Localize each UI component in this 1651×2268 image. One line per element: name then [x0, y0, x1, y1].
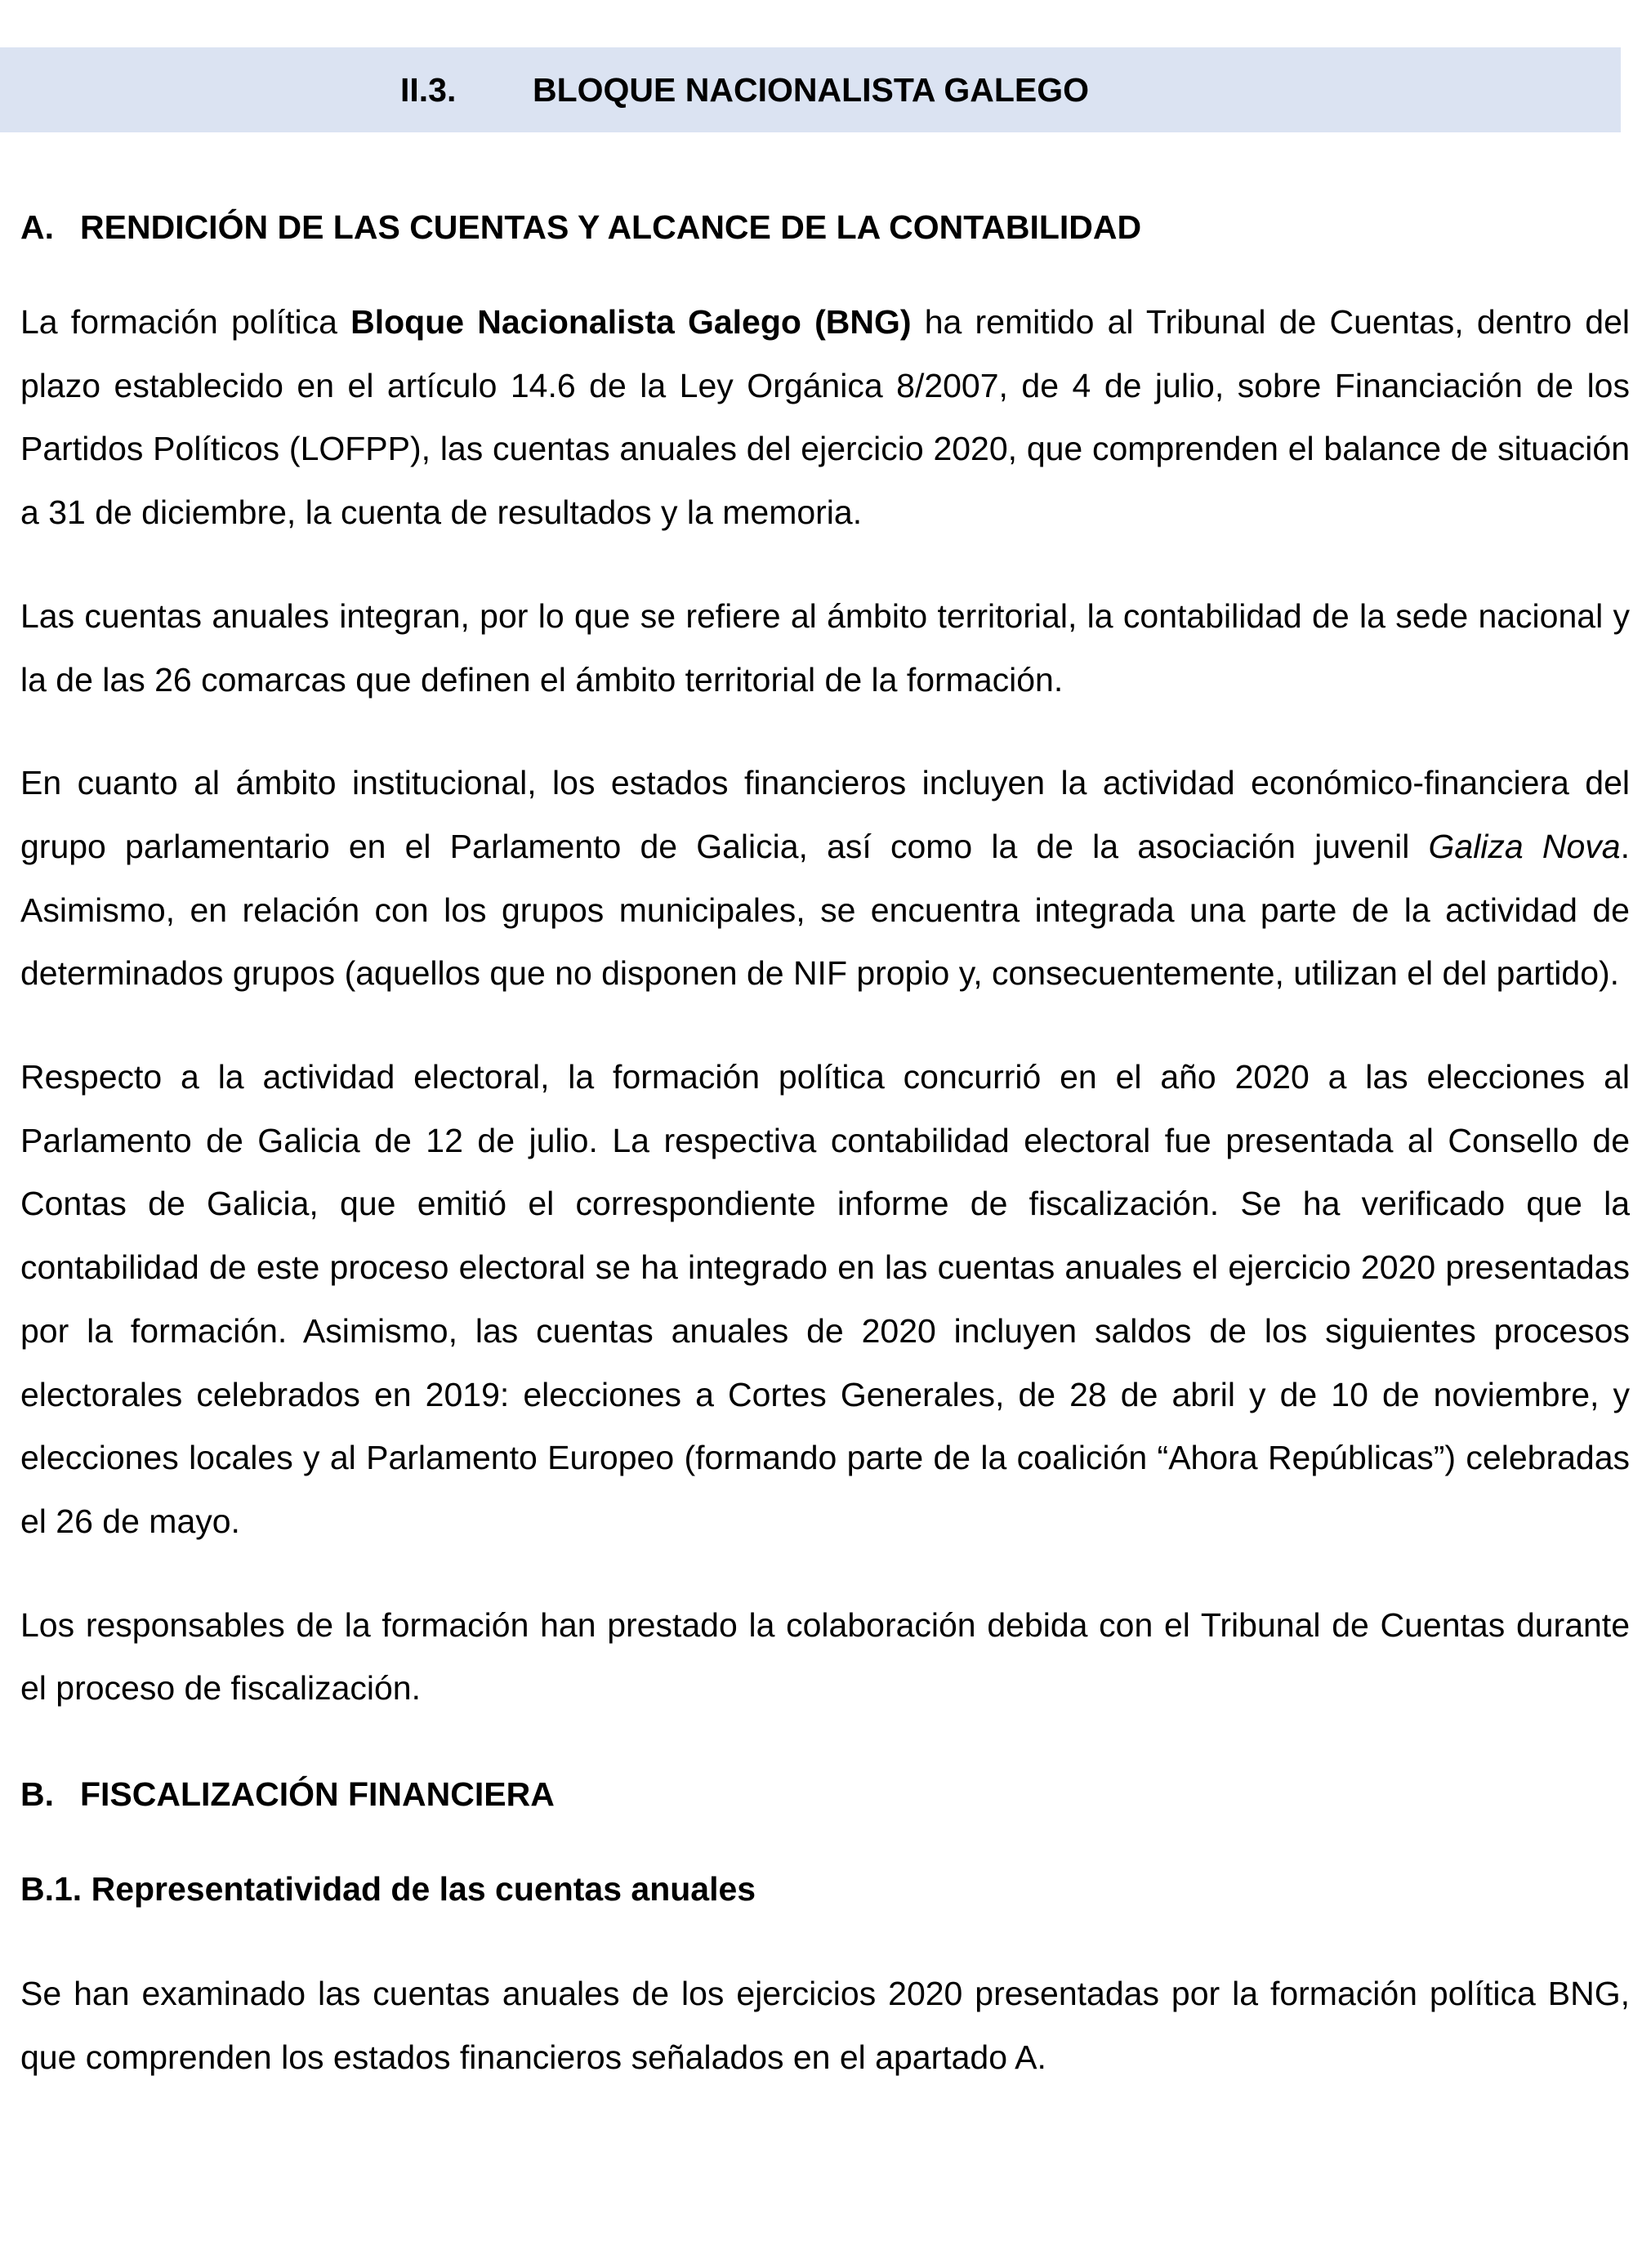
heading-b-title: FISCALIZACIÓN FINANCIERA	[80, 1775, 555, 1814]
paragraph-3	[20, 752, 1630, 1006]
paragraph-6: Se han examinado las cuentas anuales de los ejercicios 2020 presentadas por la formación política BNG, que comprenden los estados financieros señalados en el apartado A.	[20, 1975, 1630, 2076]
heading-a-letter: A.	[20, 208, 54, 246]
paragraph-1-body: ha remitido al Tribunal de Cuentas, dentro del plazo establecido en el artículo 14.6 de la Ley Orgánica 8/2007, de 4 de julio, sobre Financiación de los Partidos Políticos (LOFPP), las cuentas anuales del ejercicio 2020, que comprenden el balance de situación a 31 de diciembre, la cuenta de resultados y la memoria.	[20, 303, 1630, 532]
heading-b-letter: B.	[20, 1775, 54, 1814]
party-name: Bloque Nacionalista Galego (BNG)	[350, 303, 912, 341]
section-title: BLOQUE NACIONALISTA GALEGO	[533, 71, 1090, 109]
section-number: II.3.	[400, 71, 457, 109]
paragraph-4: Respecto a la actividad electoral, la formación política concurrió en el año 2020 a las elecciones al Parlamento de Galicia de 12 de julio. La respectiva contabilidad electoral fue presentada al Consello de Contas de Galicia, que emitió el correspondiente informe de fiscalización. Se ha verificado que la contabilidad de este proceso electoral se ha integrado en las cuentas anuales el ejercicio 2020 presentadas por la formación. Asimismo, las cuentas anuales de 2020 incluyen saldos de los siguientes procesos electorales celebrados en 2019: elecciones a Cortes Generales, de 28 de abril y de 10 de noviembre, y elecciones locales y al Parlamento Europeo (formando parte de la coalición “Ahora Repúblicas”) celebradas el 26 de mayo.	[20, 1058, 1630, 1540]
paragraph-1-intro: La formación política	[20, 303, 351, 341]
paragraph-5: Los responsables de la formación han prestado la colaboración debida con el Tribunal de Cuentas durante el proceso de fiscalización.	[20, 1605, 1630, 1708]
document-body	[20, 206, 1630, 2089]
section-title-band	[0, 47, 1621, 132]
paragraph-2: Las cuentas anuales integran, por lo que se refiere al ámbito territorial, la contabilidad de la sede nacional y la de las 26 comarcas que definen el ámbito territorial de la formación.	[20, 596, 1630, 699]
heading-a	[20, 206, 1630, 248]
paragraph-3-intro: En cuanto al ámbito institucional, los estados financieros incluyen la actividad económico-financiera del grupo parlamentario en el Parlamento de Galicia, así como la de la asociación juvenil	[20, 764, 1630, 865]
youth-association-name: Galiza Nova	[1428, 827, 1621, 865]
heading-b	[20, 1773, 1630, 1815]
paragraph-1	[20, 291, 1630, 545]
heading-a-title: RENDICIÓN DE LAS CUENTAS Y ALCANCE DE LA CONTABILIDAD	[80, 208, 1142, 246]
heading-b1: B.1. Representatividad de las cuentas anuales	[20, 1870, 756, 1909]
paragraph-3-body: . Asimismo, en relación con los grupos municipales, se encuentra integrada una parte de la actividad de determinados grupos (aquellos que no disponen de NIF propio y, consecuentemente, utilizan el del partido).	[20, 827, 1630, 993]
